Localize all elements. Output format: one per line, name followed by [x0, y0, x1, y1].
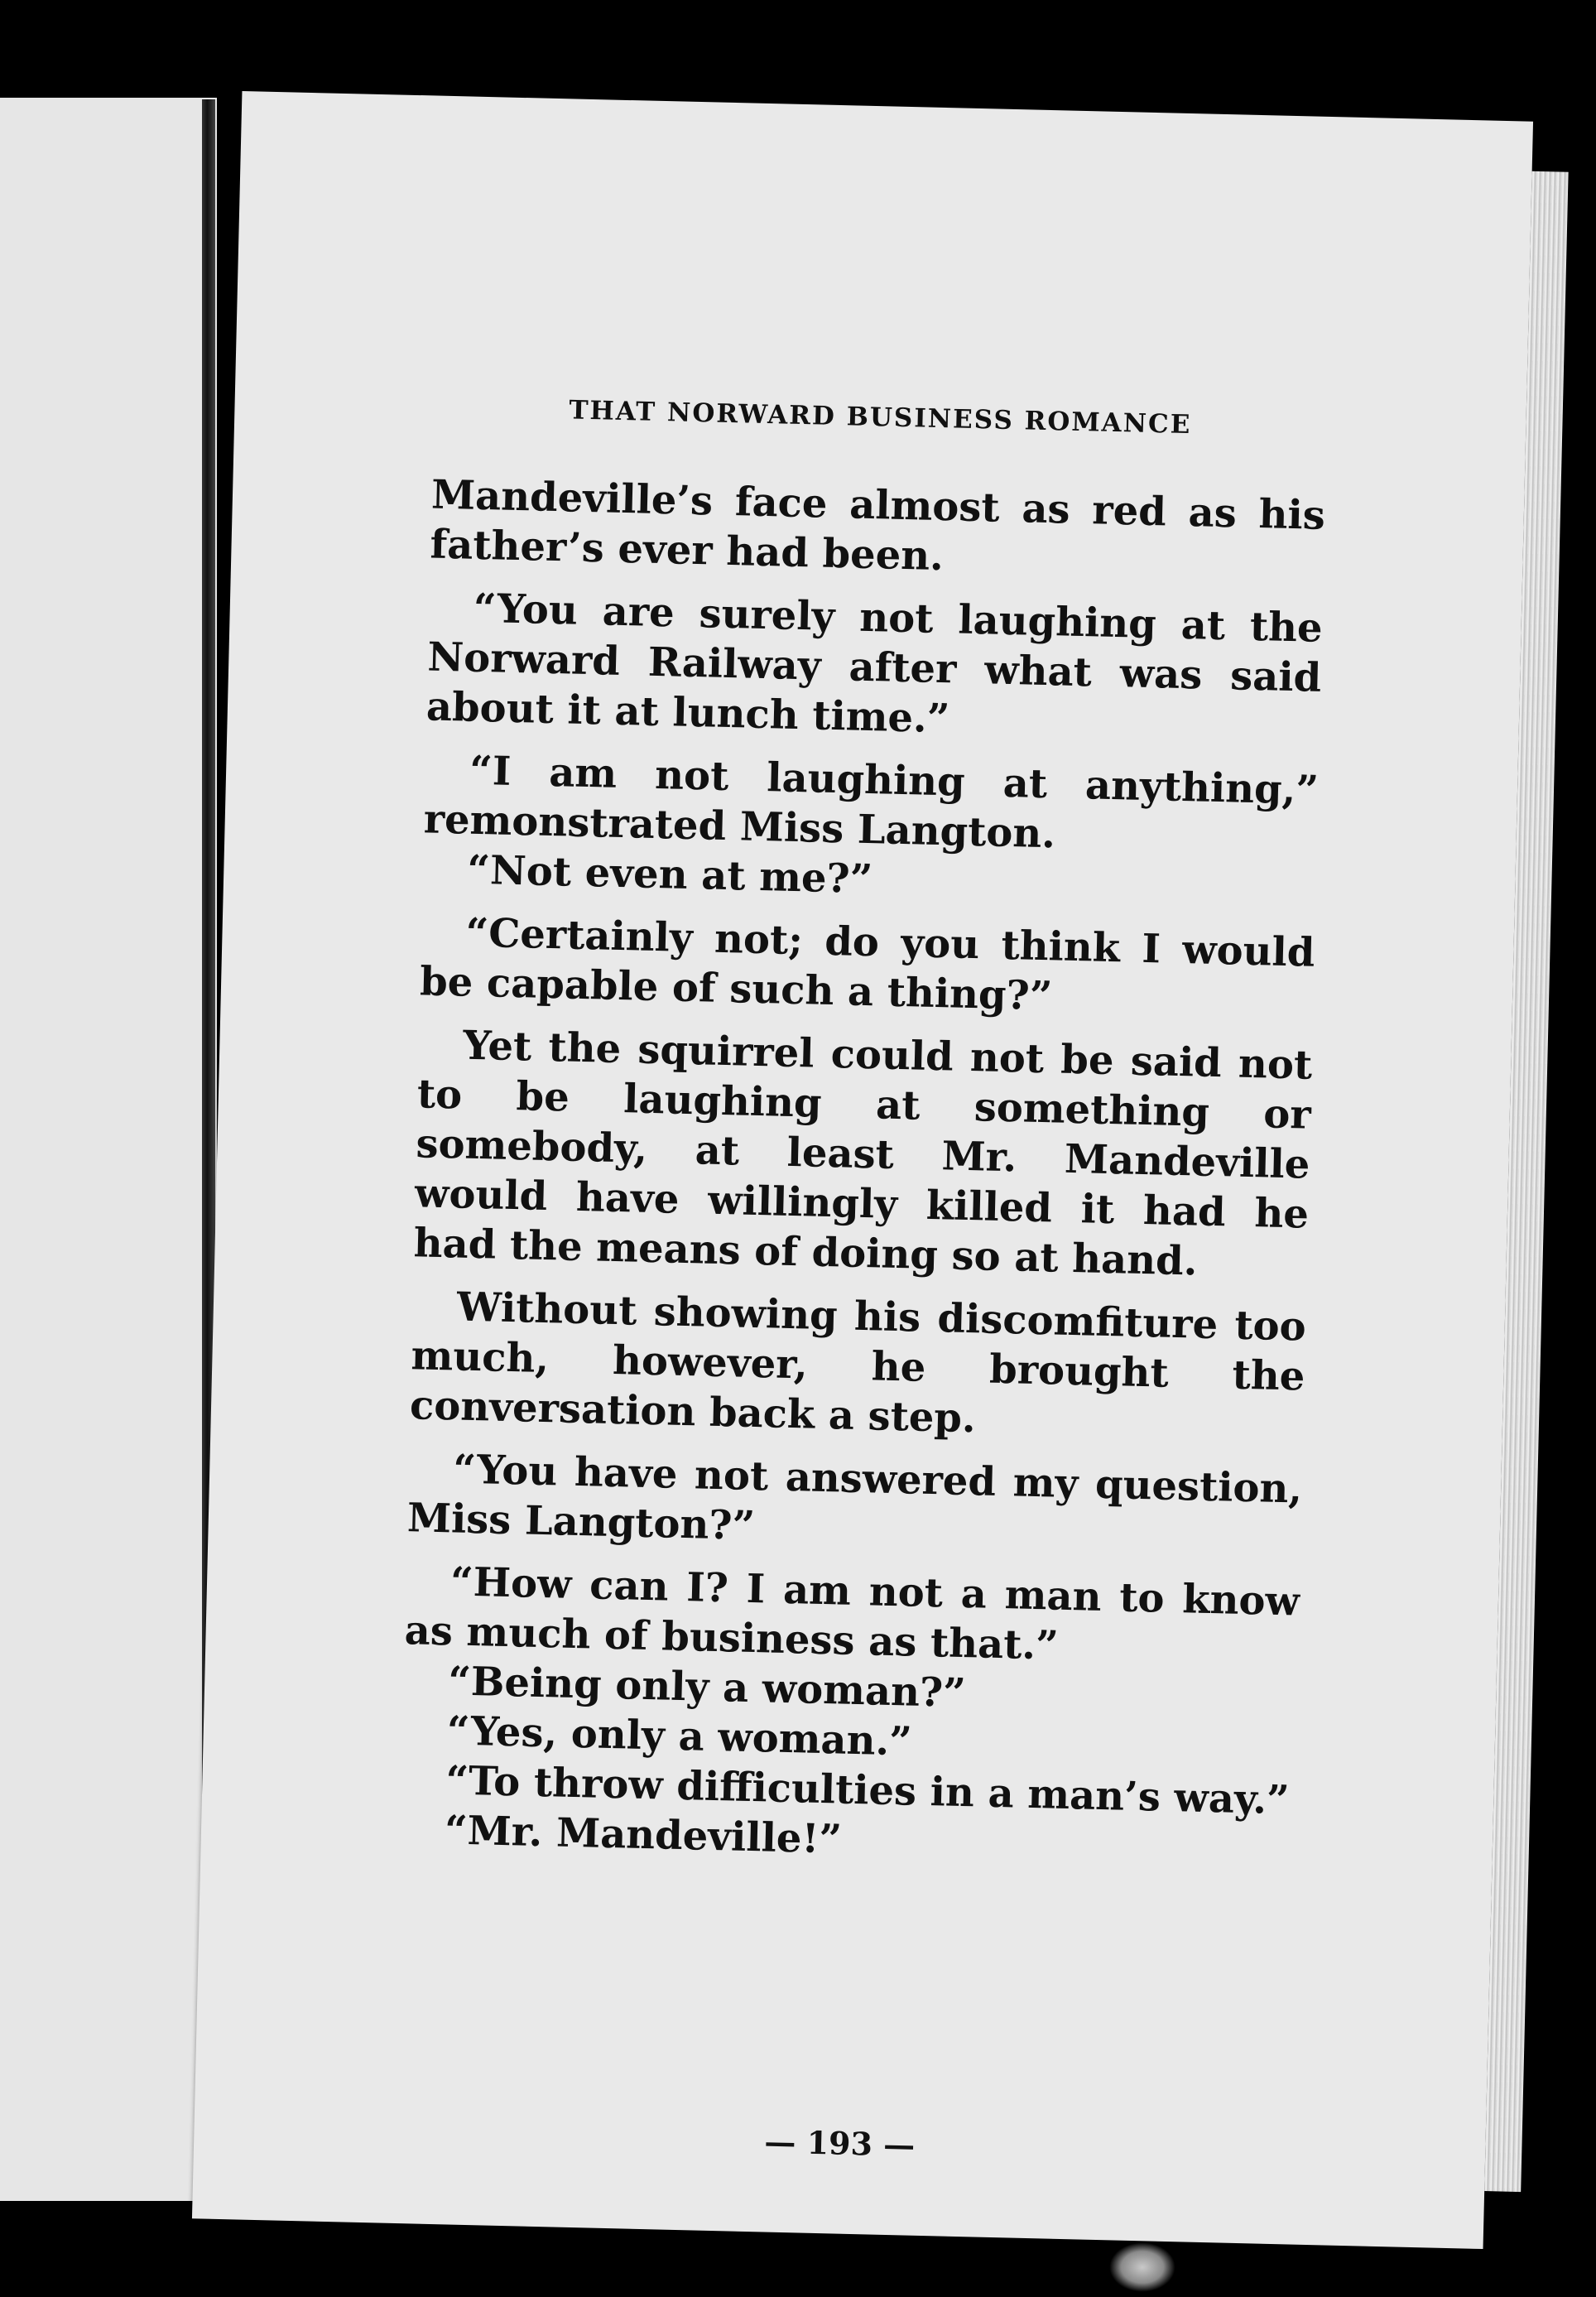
paragraph: “You have not answered my question, Miss Langton?” — [406, 1446, 1303, 1550]
left-page-edge — [0, 98, 217, 2201]
paragraph: Mandeville’s face almost as red as his father’s ever had been. — [429, 471, 1326, 580]
paragraph: “Being only a woman?” — [447, 1658, 967, 1717]
paragraph: “How can I? I am not a man to know as much of business as that.” — [404, 1558, 1300, 1669]
paper-tear — [1109, 2242, 1175, 2292]
running-head: THAT NORWARD BUSINESS ROMANCE — [569, 395, 1192, 441]
page-number: — 193 — — [763, 2122, 916, 2164]
paragraph: Without showing his discomfiture too much, however, he brought the conversation back a step. — [409, 1283, 1307, 1442]
body-text — [399, 470, 1325, 1876]
paragraph: “I am not laughing at anything,” remonstrated Miss Langton. — [423, 747, 1320, 858]
paragraph: “Yes, only a woman.” — [446, 1707, 913, 1765]
book-page — [192, 91, 1533, 2249]
paragraph: “You are surely not laughing at the Norward Railway after what was said about it at lunch time.” — [425, 585, 1324, 743]
paragraph: “To throw difficulties in a man’s way.” — [445, 1757, 1291, 1824]
paragraph: “Not even at me?” — [466, 846, 873, 903]
paragraph: Yet the squirrel could not be said not to be laughing at something or somebody, at least Mr. Mandeville would have willingly killed it had he had the means of doing so at hand. — [413, 1022, 1313, 1285]
paragraph: “Mr. Mandeville!” — [444, 1807, 843, 1863]
page-edge-stack — [1484, 171, 1568, 2192]
paragraph: “Certainly not; do you think I would be capable of such a thing?” — [419, 909, 1315, 1020]
